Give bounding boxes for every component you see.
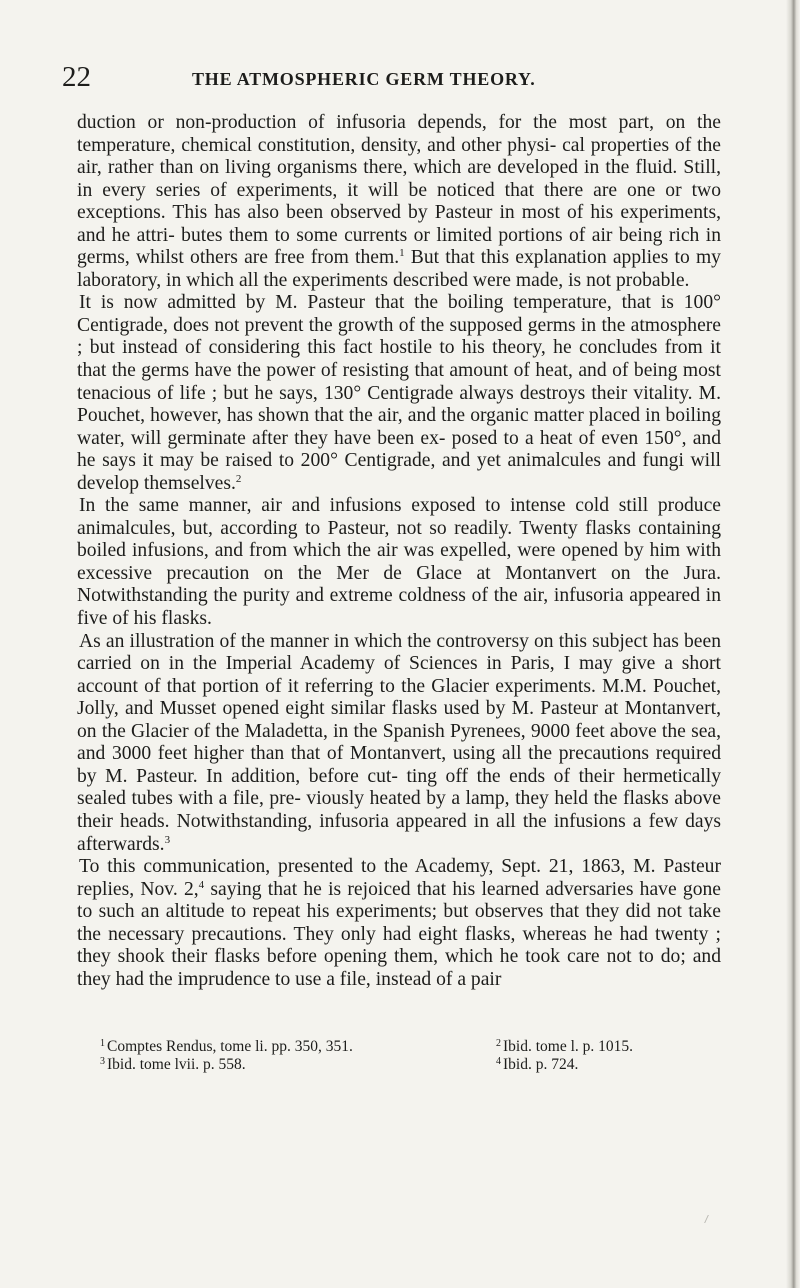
page-edge-shadow [786,0,800,1288]
footnote-1: $^1$ Comptes Rendus, tome li. pp. 350, 351. [100,1038,353,1055]
footnotes [100,1038,740,1074]
paragraph-2: It is now admitted by M. Pasteur that the boiling temperature, that is 100° Centigrade, does not prevent the growth of the supposed germs in the atmosphere ; but instead of considering this fact hostile to his theory, he concludes from it that the germs have the power of resisting that amount of heat, and of being most tenacious of life ; but he says, 130° Centigrade always destroys their vitality. M. Pouchet, however, has shown that the air, and the organic matter placed in boiling water, will germinate after they have been ex- posed to a heat of even 150°, and he says it may be raised to 200° Centigrade, and yet animalcules and fungi will develop themselves.$^2$ [77,292,721,494]
footnote-ref-4[interactable]: 4 [198,878,205,891]
paragraph-5: To this communication, presented to the Academy, Sept. 21, 1863, M. Pasteur replies, Nov. 2,$^4$ saying that he is rejoiced that his learned adversaries have gone to such an altitude to repeat his experiments; but observes that they did not take the necessary precautions. They only had eight flasks, whereas he had twenty ; they shook their flasks before opening them, which he took care not to do; and they had the imprudence to use a file, instead of a pair [77,856,721,990]
paragraph-4: As an illustration of the manner in which the controversy on this subject has been carried on in the Imperial Academy of Sciences in Paris, I may give a short account of that portion of it referring to the Glacier experiments. M.M. Pouchet, Jolly, and Musset opened eight similar flasks used by M. Pasteur at Montanvert, on the Glacier of the Maladetta, in the Spanish Pyrenees, 9000 feet above the sea, and 3000 feet higher than that of Montanvert, using all the precautions required by M. Pasteur. In addition, before cut- ting off the ends of their hermetically sealed tubes with a file, pre- viously heated by a lamp, they held the flasks above their heads. Notwithstanding, infusoria appeared in all the infusions a few days afterwards.$^3$ [77,630,721,855]
footnote-3: $^3$ Ibid. tome lvii. p. 558. [100,1056,246,1073]
paper-speck [704,1215,715,1223]
footnote-row [100,1056,740,1074]
footnote-ref-2[interactable]: 2 [235,472,242,485]
footnote-ref-1[interactable]: 1 [399,247,405,260]
paragraph-3: In the same manner, air and infusions exposed to intense cold still produce animalcules, but, according to Pasteur, not so readily. Twenty flasks containing boiled infusions, and from which the air was expelled, were opened by him with excessive precaution on the Mer de Glace at Montanvert on the Jura. Notwithstanding the purity and extreme coldness of the air, infusoria appeared in five of his flasks. [77,495,721,630]
footnote-2: $^2$ Ibid. tome l. p. 1015. [496,1038,634,1055]
body-text [77,112,721,991]
paragraph-1: duction or non-production of infusoria depends, for the most part, on the temperature, chemical constitution, density, and other physi- cal properties of the air, rather than on living organisms there, which are developed in the fluid. Still, in every series of experiments, it will be noticed that there are one or two exceptions. This has also been observed by Pasteur in most of his experiments, and he attri- butes them to some currents or limited portions of air being rich in germs, whilst others are free from them.$^1$ But that this explanation applies to my laboratory, in which all the experiments described were made, is not probable. [77,112,721,291]
page-number: 22 [62,61,91,93]
footnote-4: $^4$ Ibid. p. 724. [496,1056,579,1073]
running-title: THE ATMOSPHERIC GERM THEORY. [192,69,536,89]
footnote-row [100,1038,740,1056]
page-header [62,62,742,92]
footnote-ref-3[interactable]: 3 [164,833,171,846]
